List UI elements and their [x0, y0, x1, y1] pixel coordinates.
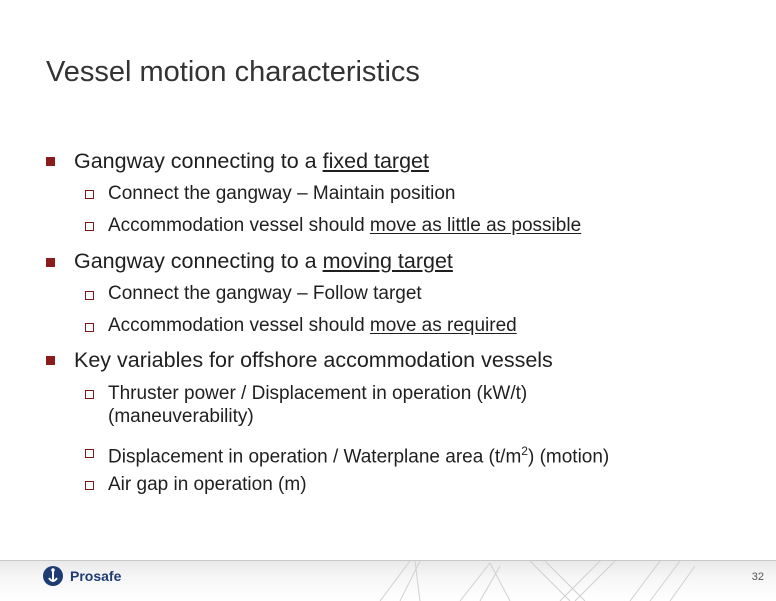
sub-bullet-underlined-text: move as required [369, 315, 517, 336]
sub-bullet-air-gap [108, 473, 307, 496]
logo-text: Prosafe [70, 568, 122, 584]
bullet-marker [46, 356, 55, 365]
bullet-marker [46, 258, 55, 267]
sub-bullet-move-required [108, 314, 517, 337]
slide-footer [0, 560, 776, 601]
sub-bullet-text: Displacement in operation / Waterplane area (t/m [108, 446, 522, 468]
bullet-text: Key variables for offshore accommodation vessels [74, 348, 553, 372]
sub-bullet-text-line1: Thruster power / Displacement in operation (kW/t) [108, 383, 528, 404]
prosafe-logo-icon [42, 565, 64, 587]
footer-watermark [360, 561, 720, 601]
sub-bullet-waterplane [108, 440, 609, 468]
sub-bullet-marker [85, 481, 94, 490]
sub-bullet-marker [85, 291, 94, 300]
bullet-text: Gangway connecting to a [74, 149, 323, 173]
sub-bullet-text: Connect the gangway – Maintain position [108, 183, 456, 204]
sub-bullet-text-post: ) (motion) [527, 446, 610, 468]
sub-bullet-text-line2: (maneuverability) [108, 406, 254, 427]
superscript: 2 [521, 444, 528, 458]
sub-bullet-follow-target [108, 282, 422, 305]
bullet-key-variables [74, 347, 553, 373]
sub-bullet-text: Air gap in operation (m) [108, 474, 307, 495]
sub-bullet-underlined-text: move as little as possible [369, 215, 582, 236]
bullet-underlined-text: fixed target [322, 149, 429, 173]
bullet-underlined-text: moving target [322, 249, 453, 273]
prosafe-logo [42, 565, 121, 587]
bullet-fixed-target [74, 148, 429, 174]
sub-bullet-marker [85, 390, 94, 399]
sub-bullet-marker [85, 222, 94, 231]
sub-bullet-text: Accommodation vessel should [108, 315, 370, 336]
slide-title: Vessel motion characteristics [46, 56, 420, 88]
bullet-marker [46, 157, 55, 166]
sub-bullet-move-little [108, 214, 581, 237]
sub-bullet-text: Accommodation vessel should [108, 215, 370, 236]
sub-bullet-text: Connect the gangway – Follow target [108, 283, 422, 304]
page-number: 32 [751, 571, 764, 583]
sub-bullet-thruster-power [108, 382, 527, 428]
sub-bullet-marker [85, 190, 94, 199]
bullet-moving-target [74, 248, 453, 274]
sub-bullet-marker [85, 323, 94, 332]
sub-bullet-maintain-position [108, 182, 456, 205]
bullet-text: Gangway connecting to a [74, 249, 323, 273]
sub-bullet-marker [85, 449, 94, 458]
